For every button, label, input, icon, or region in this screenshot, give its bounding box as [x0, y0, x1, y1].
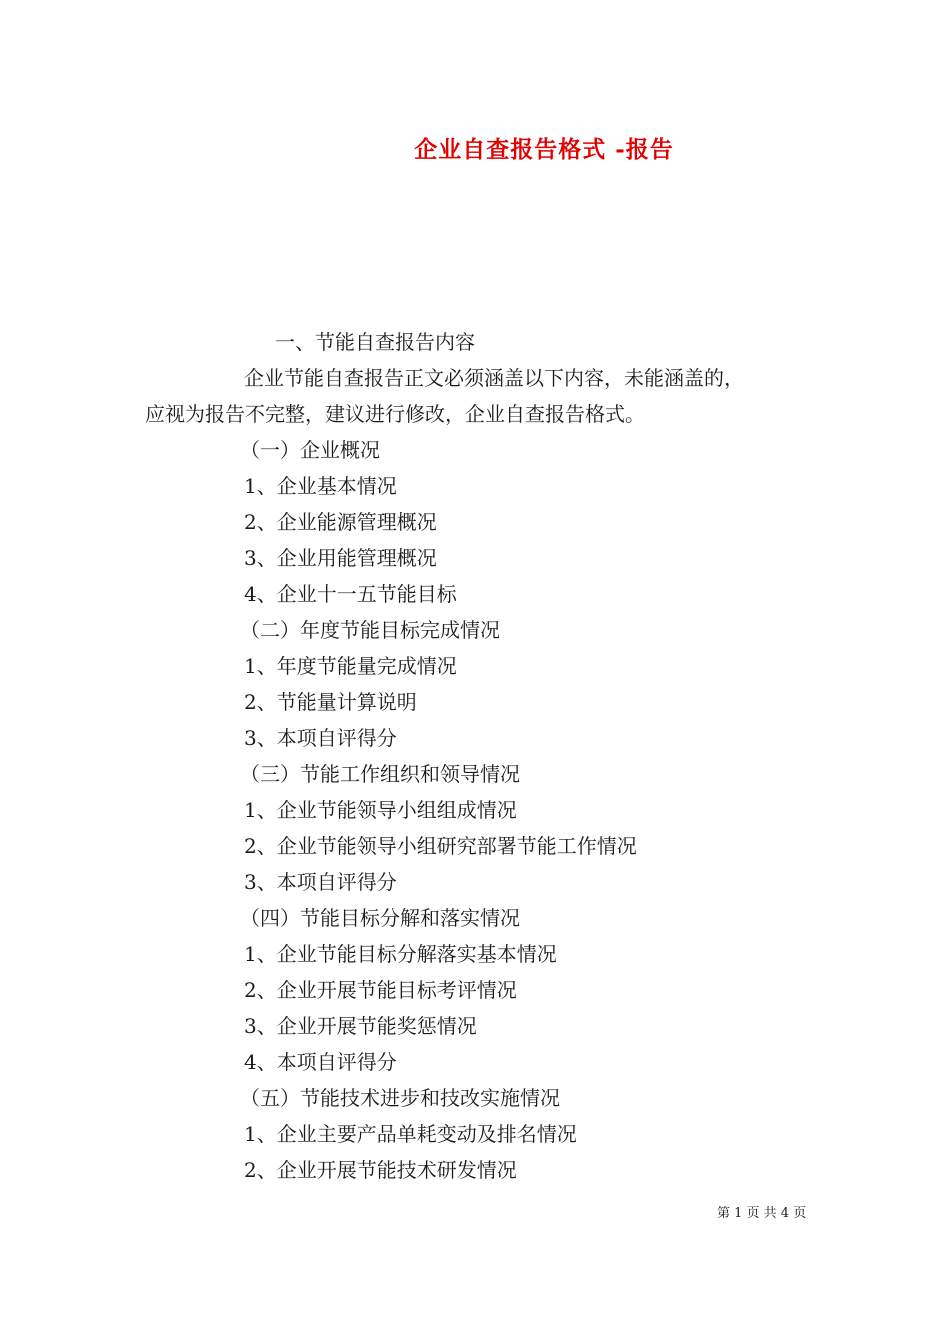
subsection-heading: （五）节能技术进步和技改实施情况	[240, 1086, 560, 1110]
list-item: 3、本项自评得分	[244, 726, 397, 750]
subsection-heading: （四）节能目标分解和落实情况	[240, 906, 520, 930]
list-item: 2、企业开展节能目标考评情况	[244, 978, 517, 1002]
list-item: 2、企业开展节能技术研发情况	[244, 1158, 517, 1182]
list-item: 3、企业用能管理概况	[244, 546, 437, 570]
list-item: 2、企业能源管理概况	[244, 510, 437, 534]
list-item: 1、企业主要产品单耗变动及排名情况	[244, 1122, 577, 1146]
list-item: 4、企业十一五节能目标	[244, 582, 457, 606]
list-item: 2、节能量计算说明	[244, 690, 417, 714]
page-footer: 第 1 页 共 4 页	[717, 1206, 807, 1221]
intro-paragraph-line: 企业节能自查报告正文必须涵盖以下内容，未能涵盖的，	[244, 366, 744, 390]
subsection-heading: （三）节能工作组织和领导情况	[240, 762, 520, 786]
page-title: 企业自查报告格式 -报告	[414, 136, 674, 163]
list-item: 4、本项自评得分	[244, 1050, 397, 1074]
list-item: 1、企业节能领导小组组成情况	[244, 798, 517, 822]
section-heading: 一、节能自查报告内容	[275, 330, 475, 354]
list-item: 3、本项自评得分	[244, 870, 397, 894]
intro-paragraph-line: 应视为报告不完整，建议进行修改，企业自查报告格式。	[145, 402, 645, 426]
list-item: 1、年度节能量完成情况	[244, 654, 457, 678]
list-item: 1、企业节能目标分解落实基本情况	[244, 942, 557, 966]
subsection-heading: （一）企业概况	[240, 438, 380, 462]
document-body	[0, 324, 950, 1188]
list-item: 1、企业基本情况	[244, 474, 397, 498]
subsection-heading: （二）年度节能目标完成情况	[240, 618, 500, 642]
list-item: 2、企业节能领导小组研究部署节能工作情况	[244, 834, 637, 858]
list-item: 3、企业开展节能奖惩情况	[244, 1014, 477, 1038]
